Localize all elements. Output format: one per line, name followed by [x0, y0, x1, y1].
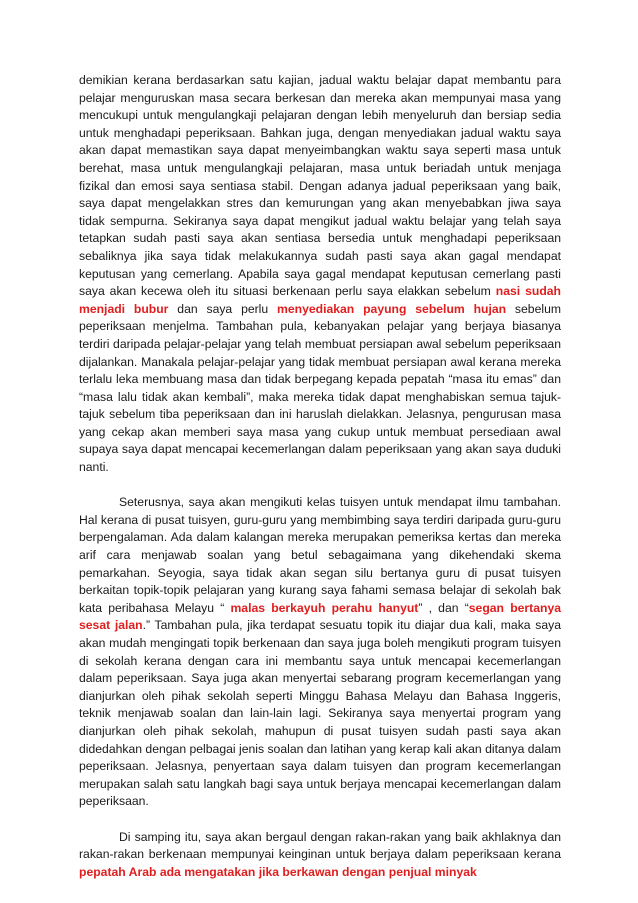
- highlighted-proverb: pepatah Arab ada mengatakan jika berkawan dengan penjual minyak: [79, 864, 477, 879]
- highlighted-proverb: menyediakan payung sebelum hujan: [277, 301, 507, 316]
- paragraph: [79, 829, 561, 882]
- highlighted-proverb: segan bertanya sesat jalan: [79, 600, 561, 633]
- paragraph: [79, 494, 561, 811]
- document-body: [79, 72, 561, 881]
- highlighted-proverb: malas berkayuh perahu hanyut: [230, 600, 419, 615]
- paragraph-text: Seterusnya, saya akan mengikuti kelas tuisyen untuk mendapat ilmu tambahan. Hal kerana di pusat tuisyen, guru-guru yang membimbing saya terdiri daripada guru-guru berpengalaman. Ada dalam kalangan mereka merupakan pemeriksa kertas dan mereka arif cara menjawab soalan yang betul sebagaimana yang dikehendaki skema pemarkahan. Seyogia, saya tidak akan segan silu bertanya guru di pusat tuisyen berkaitan topik-topik pelajaran yang kurang saya fahami semasa belajar di sekolah bak kata peribahasa Melayu “: [79, 495, 561, 615]
- highlighted-proverb: nasi sudah menjadi bubur: [79, 284, 561, 316]
- paragraph-gap: [79, 811, 561, 829]
- paragraph-text: .” Tambahan pula, jika terdapat sesuatu topik itu diajar dua kali, maka saya akan mudah mengingati topik berkenaan dan saya juga boleh mengikuti program tuisyen di sekolah kerana dengan cara ini membantu saya untuk mencapai kecemerlangan dalam peperiksaan. Saya juga akan menyertai sebarang program kecemerlangan yang dianjurkan oleh pihak sekolah seperti Minggu Bahasa Melayu dan Bahasa Inggeris, teknik menjawab soalan dan lain-lain lagi. Sekiranya saya menyertai program yang dianjurkan oleh pihak sekolah, mahupun di pusat tuisyen sudah pasti saya akan didedahkan dengan pelbagai jenis soalan dan latihan yang kerap kali akan ditanya dalam peperiksaan. Jelasnya, penyertaan saya dalam tuisyen dan program kecemerlangan merupakan salah satu langkah bagi saya untuk berjaya mencapai kecemerlangan dalam peperiksaan.: [79, 618, 561, 809]
- paragraph-text: demikian kerana berdasarkan satu kajian, jadual waktu belajar dapat membantu para pelajar menguruskan masa secara berkesan dan mereka akan mempunyai masa yang mencukupi untuk mengulangkaji pelajaran dengan lebih menyeluruh dan bersiap sedia untuk menghadapi peperiksaan. Bahkan juga, dengan menyediakan jadual waktu saya akan dapat memastikan saya dapat menyeimbangkan waktu saya seperti masa untuk berehat, masa untuk mengulangkaji pelajaran, masa untuk beriadah untuk menjaga fizikal dan emosi saya sentiasa stabil. Dengan adanya jadual peperiksaan yang baik, saya dapat mengelakkan stres dan kemurungan yang akan menyebabkan jiwa saya tidak sempurna. Sekiranya saya dapat mengikut jadual waktu belajar yang telah saya tetapkan sudah pasti saya akan sentiasa bersedia untuk menghadapi peperiksaan sebaliknya jika saya tidak melakukannya sudah pasti saya akan gagal mendapat keputusan yang cemerlang. Apabila saya gagal mendapat keputusan cemerlang pasti saya akan kecewa oleh itu situasi berkenaan perlu saya elakkan sebelum: [79, 73, 561, 299]
- paragraph: [79, 72, 561, 477]
- paragraph-text: ” , dan “: [418, 600, 469, 615]
- paragraph-text: dan saya perlu: [168, 301, 278, 316]
- paragraph-text: Di samping itu, saya akan bergaul dengan rakan-rakan yang baik akhlaknya dan rakan-rakan berkenaan mempunyai keinginan untuk berjaya dalam peperiksaan kerana: [79, 829, 561, 862]
- paragraph-text: sebelum peperiksaan menjelma. Tambahan pula, kebanyakan pelajar yang berjaya biasanya terdiri daripada pelajar-pelajar yang telah membuat persiapan awal sebelum peperiksaan dijalankan. Manakala pelajar-pelajar yang tidak membuat persiapan awal kerana mereka terlalu leka membuang masa dan tidak berpegang kepada pepatah “masa itu emas” dan “masa lalu tidak akan kembali”, maka mereka tidak dapat menghabiskan semua tajuk-tajuk sebelum tiba peperiksaan dan ini haruslah dielakkan. Jelasnya, pengurusan masa yang cekap akan memberi saya masa yang cukup untuk membuat persediaan awal supaya saya dapat mencapai kecemerlangan dalam peperiksaan yang akan saya duduki nanti.: [79, 301, 561, 475]
- paragraph-gap: [79, 477, 561, 495]
